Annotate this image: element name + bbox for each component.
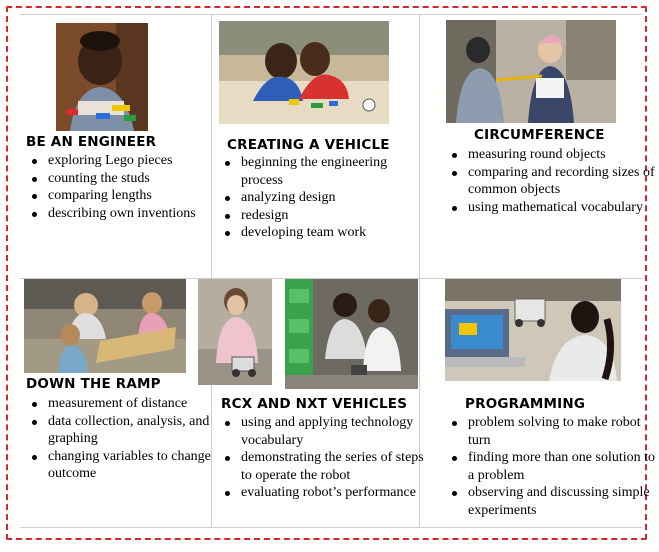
activity-list [26,395,218,483]
activity-list [26,152,218,222]
photo-child-with-lego [56,23,148,131]
photo-boys-with-robot [285,279,418,389]
list-item: finding more than one solution to a problem [468,449,658,484]
photo-children-ramp [24,279,186,373]
photo-children-building-vehicle [219,21,389,124]
list-item: problem solving to make robot turn [468,414,658,449]
list-item: beginning the engineering process [241,154,431,189]
cell-title: PROGRAMMING [465,396,586,412]
list-item: using mathematical vocabulary [468,199,658,217]
list-item: exploring Lego pieces [48,152,218,170]
list-item: data collection, analysis, and graphing [48,413,218,448]
photo-girl-with-robot [198,279,272,385]
list-item: analyzing design [241,189,431,207]
activity-list [219,414,436,502]
list-item: demonstrating the series of steps to operate the robot [241,449,436,484]
list-item: counting the studs [48,170,218,188]
photo-child-programming [445,279,621,381]
list-item: measuring round objects [468,146,658,164]
activity-list [219,154,431,242]
cell-title: BE AN ENGINEER [26,134,157,150]
cell-title: RCX AND NXT VEHICLES [221,396,408,412]
activity-list [446,414,658,519]
cell-title: CIRCUMFERENCE [474,127,605,143]
list-item: observing and discussing simple experiments [468,484,658,519]
list-item: using and applying technology vocabulary [241,414,436,449]
cell-title: DOWN THE RAMP [26,376,161,392]
list-item: changing variables to change outcome [48,448,218,483]
list-item: measurement of distance [48,395,218,413]
list-item: describing own inventions [48,205,218,223]
list-item: comparing lengths [48,187,218,205]
list-item: developing team work [241,224,431,242]
list-item: comparing and recording sizes of common objects [468,164,658,199]
cell-title: CREATING A VEHICLE [227,137,390,153]
list-item: redesign [241,207,431,225]
list-item: evaluating robot’s performance [241,484,436,502]
photo-children-measuring [446,20,616,123]
activity-list [446,146,658,216]
